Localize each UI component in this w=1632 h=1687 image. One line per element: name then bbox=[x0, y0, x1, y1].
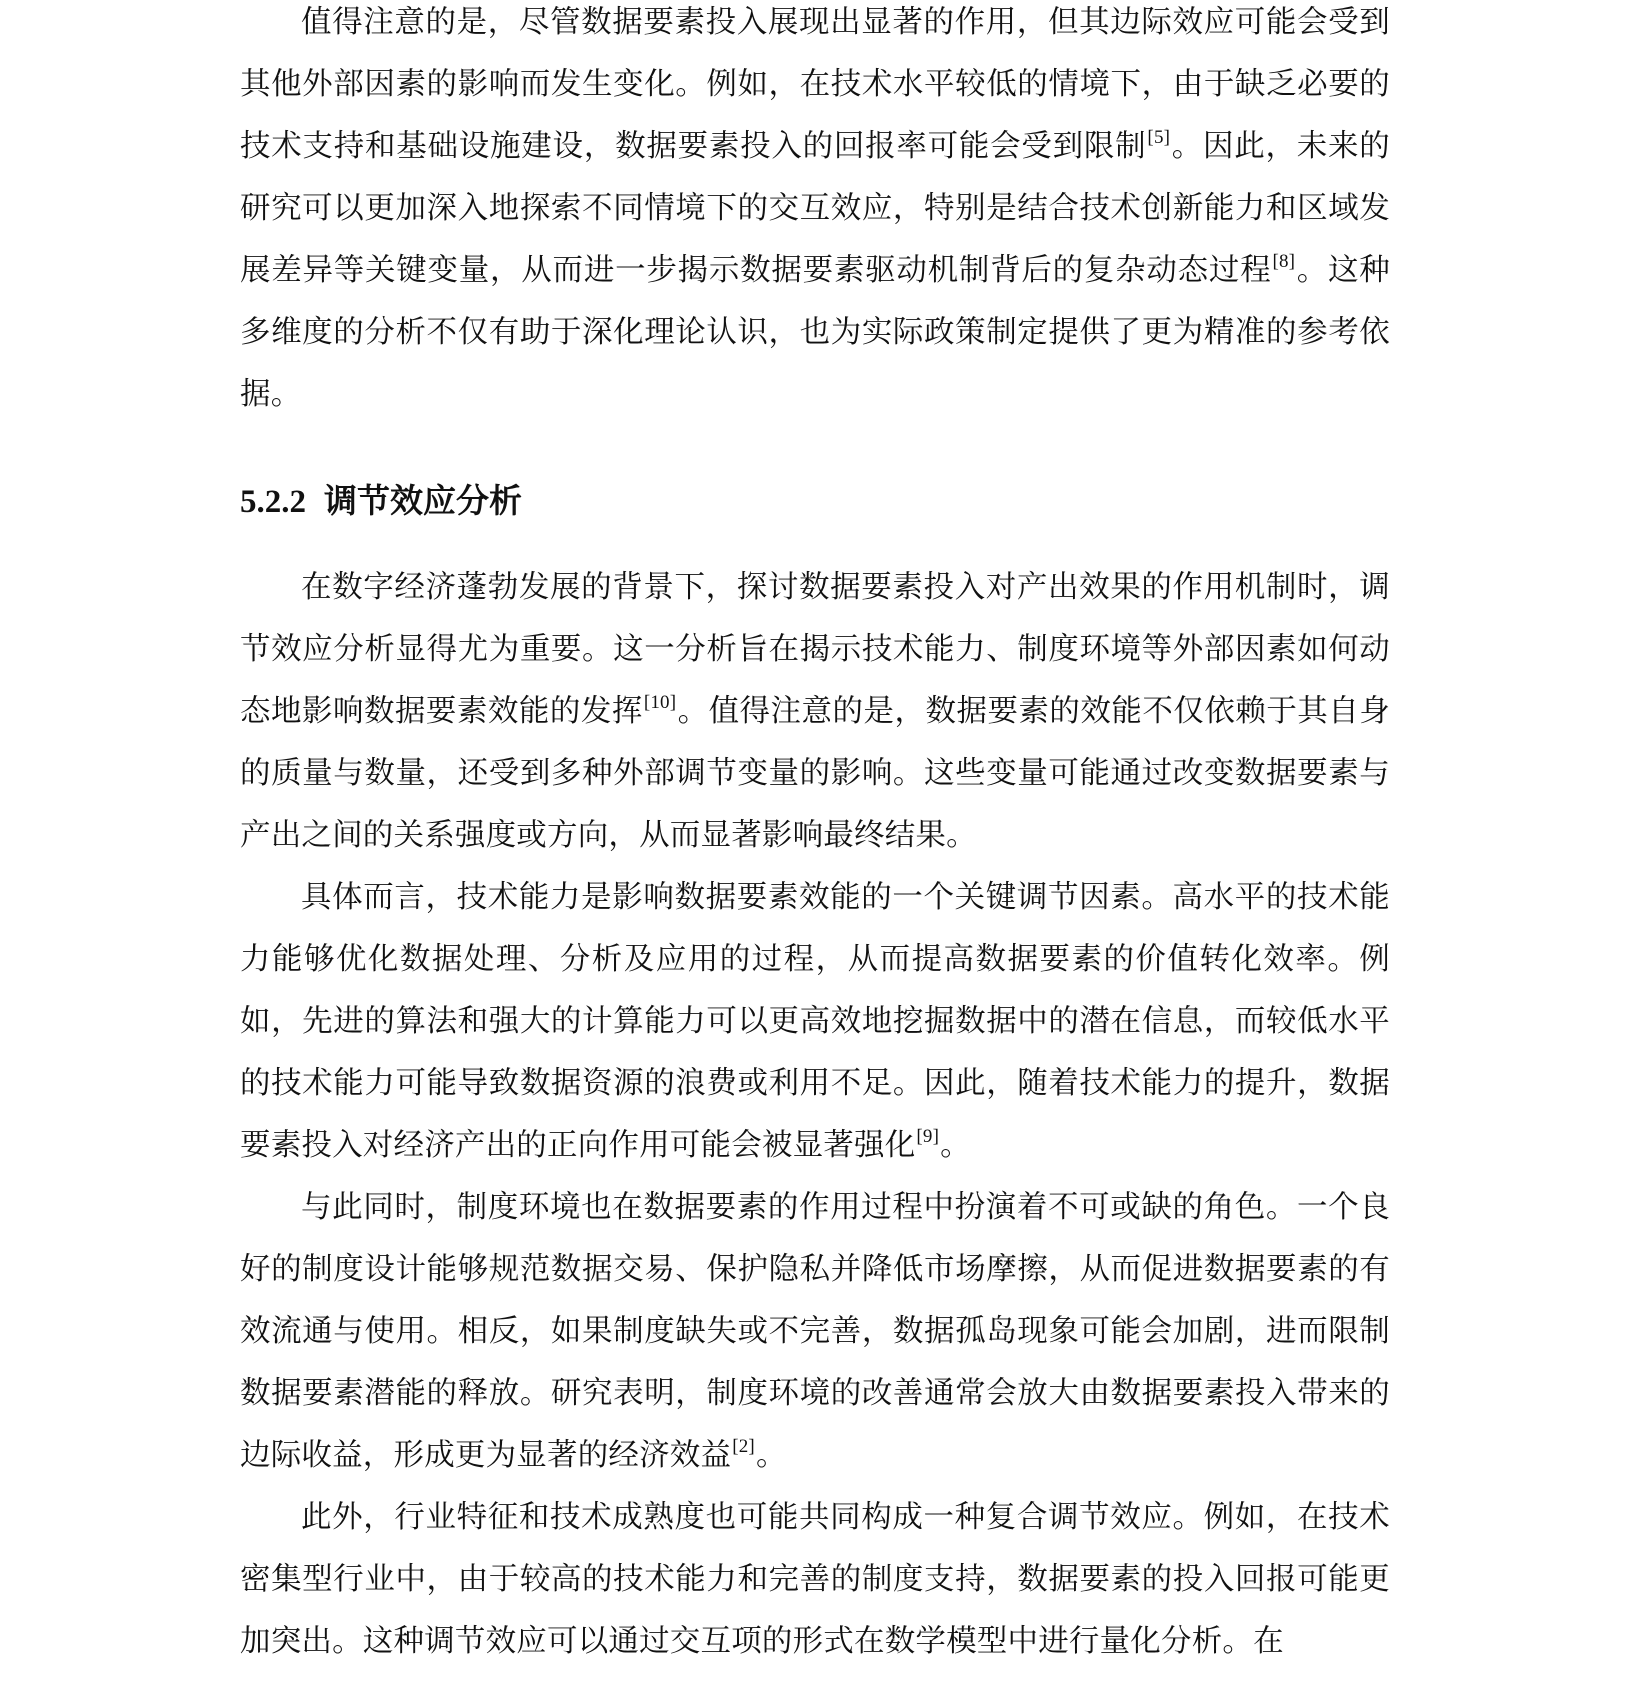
body-paragraph bbox=[240, 557, 1390, 867]
paragraph-text: 。这种多维度的分析不仅有助于深化理论认识，也为实际政策制定提供了更为精准的参考依据。 bbox=[240, 253, 1390, 412]
citation-ref[interactable]: [8] bbox=[1272, 250, 1296, 272]
citation-ref[interactable]: [10] bbox=[643, 691, 677, 713]
body-paragraph bbox=[240, 0, 1390, 426]
section-title: 调节效应分析 bbox=[324, 481, 522, 520]
citation-ref[interactable]: [2] bbox=[732, 1435, 755, 1457]
paragraph-text: 具体而言，技术能力是影响数据要素效能的一个关键调节因素。高水平的技术能力能够优化数据处理、分析及应用的过程，从而提高数据要素的价值转化效率。例如，先进的算法和强大的计算能力可以更高效地挖掘数据中的潜在信息，而较低水平的技术能力可能导致数据资源的浪费或利用不足。因此，随着技术能力的提升，数据要素投入对经济产出的正向作用可能会被显著强化 bbox=[240, 880, 1390, 1163]
paragraph-text: 值得注意的是，尽管数据要素投入展现出显著的作用，但其边际效应可能会受到其他外部因素的影响而发生变化。例如，在技术水平较低的情境下，由于缺乏必要的技术支持和基础设施建设，数据要素投入的回报率可能会受到限制 bbox=[240, 5, 1390, 164]
text-block-before-heading bbox=[240, 0, 1390, 426]
paragraph-text: 。值得注意的是，数据要素的效能不仅依赖于其自身的质量与数量，还受到多种外部调节变量的影响。这些变量可能通过改变数据要素与产出之间的关系强度或方向，从而显著影响最终结果。 bbox=[240, 694, 1390, 853]
citation-ref[interactable]: [9] bbox=[916, 1125, 940, 1147]
section-heading bbox=[240, 479, 1390, 524]
paragraph-text: 。 bbox=[755, 1438, 787, 1473]
paragraph-text: 。 bbox=[940, 1128, 971, 1163]
body-paragraph bbox=[240, 867, 1390, 1177]
section-number: 5.2.2 bbox=[240, 484, 306, 520]
body-paragraph bbox=[240, 1177, 1390, 1487]
paragraph-text: 此外，行业特征和技术成熟度也可能共同构成一种复合调节效应。例如，在技术密集型行业中，由于较高的技术能力和完善的制度支持，数据要素的投入回报可能更加突出。这种调节效应可以通过交互项的形式在数学模型中进行量化分析。在 bbox=[240, 1500, 1390, 1659]
body-paragraph bbox=[240, 1487, 1390, 1673]
text-block-after-heading bbox=[240, 557, 1390, 1673]
paragraph-text: 在数字经济蓬勃发展的背景下，探讨数据要素投入对产出效果的作用机制时，调节效应分析显得尤为重要。这一分析旨在揭示技术能力、制度环境等外部因素如何动态地影响数据要素效能的发挥 bbox=[240, 570, 1390, 729]
document-page bbox=[240, 0, 1390, 1673]
paragraph-text: 与此同时，制度环境也在数据要素的作用过程中扮演着不可或缺的角色。一个良好的制度设计能够规范数据交易、保护隐私并降低市场摩擦，从而促进数据要素的有效流通与使用。相反，如果制度缺失或不完善，数据孤岛现象可能会加剧，进而限制数据要素潜能的释放。研究表明，制度环境的改善通常会放大由数据要素投入带来的边际收益，形成更为显著的经济效益 bbox=[240, 1190, 1390, 1473]
citation-ref[interactable]: [5] bbox=[1147, 126, 1171, 148]
paragraph-text: 。因此，未来的研究可以更加深入地探索不同情境下的交互效应，特别是结合技术创新能力和区域发展差异等关键变量，从而进一步揭示数据要素驱动机制背后的复杂动态过程 bbox=[240, 129, 1390, 288]
